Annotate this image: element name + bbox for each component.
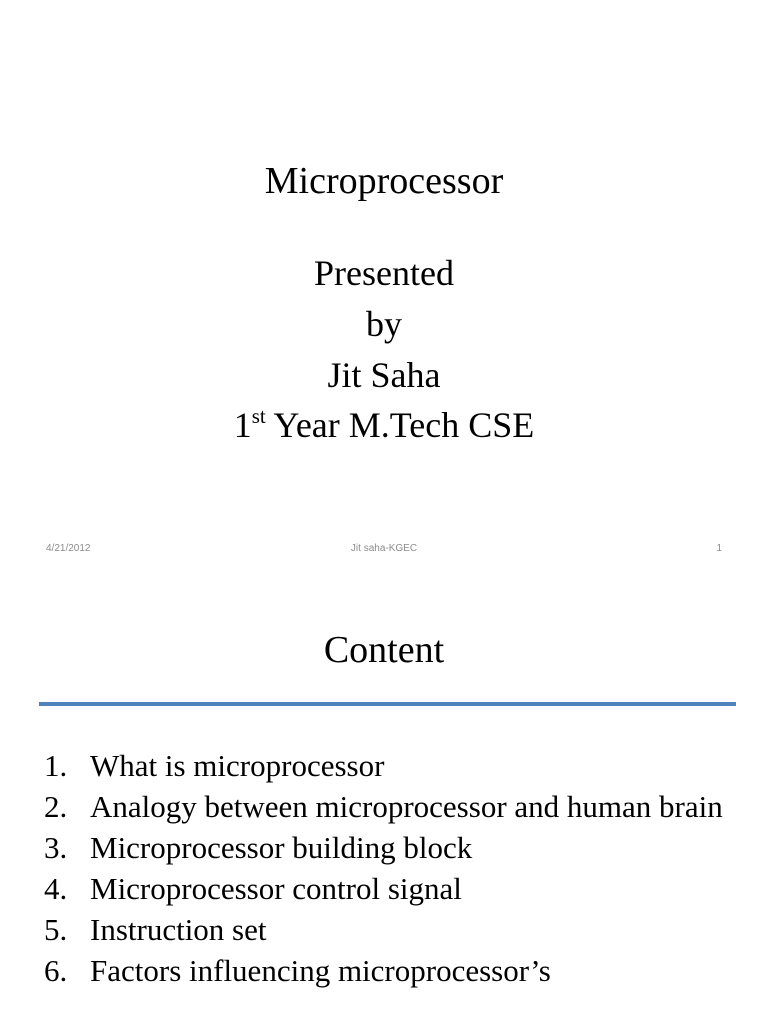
list-item-text: Instruction set bbox=[90, 912, 267, 947]
footer-author: Jit saha-KGEC bbox=[350, 543, 418, 554]
content-title: Content bbox=[323, 629, 445, 671]
list-item bbox=[44, 750, 734, 782]
presented-line: Presented bbox=[314, 253, 454, 293]
list-item-number: 6. bbox=[44, 953, 68, 988]
footer-date: 4/21/2012 bbox=[46, 543, 91, 554]
content-list bbox=[44, 750, 734, 996]
course-name: Year M.Tech CSE bbox=[265, 405, 535, 445]
list-item-text: Analogy between microprocessor and human brain bbox=[90, 789, 723, 824]
list-item bbox=[44, 955, 734, 987]
list-item-number: 4. bbox=[44, 871, 68, 906]
list-item bbox=[44, 914, 734, 946]
list-item-text: What is microprocessor bbox=[90, 748, 385, 783]
list-item bbox=[44, 832, 734, 864]
list-item bbox=[44, 873, 734, 905]
title-divider bbox=[39, 702, 736, 706]
course-year-number: 1 bbox=[233, 405, 252, 445]
author-name: Jit Saha bbox=[327, 355, 441, 395]
slide-title: Microprocessor bbox=[264, 160, 504, 202]
list-item-number: 2. bbox=[44, 789, 68, 824]
footer-page-number: 1 bbox=[716, 543, 722, 554]
course-year-ordinal: st bbox=[251, 404, 266, 428]
list-item-number: 3. bbox=[44, 830, 68, 865]
list-item-text: Microprocessor control signal bbox=[90, 871, 462, 906]
list-item-number: 1. bbox=[44, 748, 68, 783]
by-line: by bbox=[366, 304, 402, 344]
list-item bbox=[44, 791, 734, 823]
author-course bbox=[0, 405, 768, 445]
list-item-number: 5. bbox=[44, 912, 68, 947]
list-item-text: Microprocessor building block bbox=[90, 830, 473, 865]
list-item-text: Factors influencing microprocessor’s bbox=[90, 953, 551, 988]
